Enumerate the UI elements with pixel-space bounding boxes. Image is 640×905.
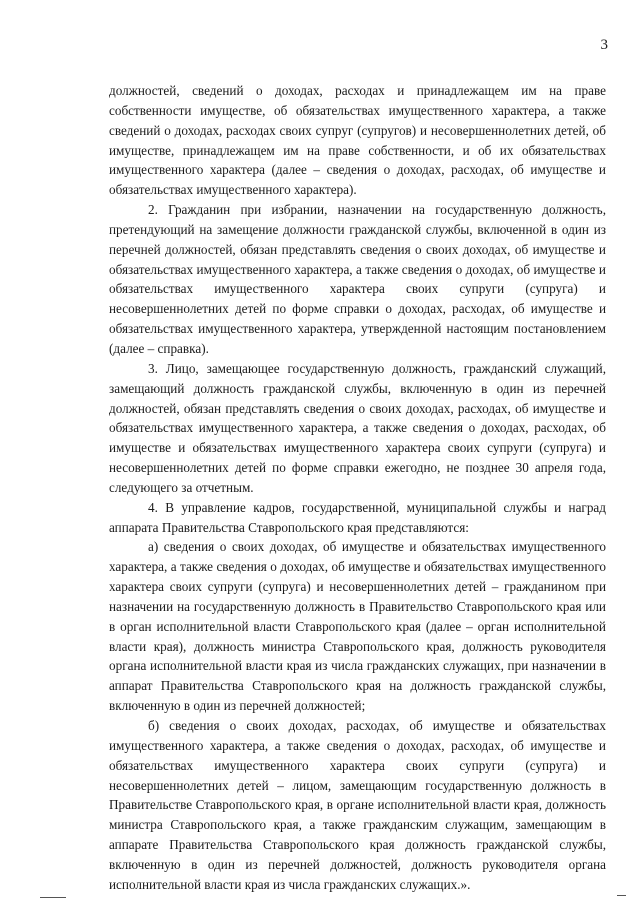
paragraph-item-4: 4. В управление кадров, государственной, муниципальной службы и наград аппарата Правительства Ставропольского края представляются: <box>109 499 606 535</box>
paragraph-item-2: 2. Гражданин при избрании, назначении на государственную должность, претендующий на замещение должности гражданской службы, включенной в один из перечней должностей, обязан представлять сведения о своих доходах, об имуществе и обязательствах имущественного характера, а также сведения о доходах, об имуществе и обязательствах имущественного характера своих супруги (супруга) и несовершеннолетних детей по форме справки о доходах, расходах, об имуществе и обязательствах имущественного характера, утвержденной настоящим постановлением (далее – справка). <box>109 202 606 356</box>
paragraph-subitem-a: а) сведения о своих доходах, об имуществе и обязательствах имущественного характера, а также сведения о доходах, об имуществе и обязательствах имущественного характера своих супруги (супруга) и несовершеннолетних детей – гражданином при назначении на государственную должность в Правительство Ставропольского края или в орган исполнительной власти Ставропольского края (далее – орган исполнительной власти края), должность министра Ставропольского края, должность руководителя органа исполнительной власти края из числа гражданских служащих, при назначении в аппарат Правительства Ставропольского края на должность гражданской службы, включенную в один из перечней должностей; <box>109 539 606 714</box>
paragraph-continuation: должностей, сведений о доходах, расходах и принадлежащем им на праве собственности имуществе, об обязательствах имущественного характера, а также сведений о доходах, расходах своих супруг (супругов) и несовершеннолетних детей, об имуществе, принадлежащем им на праве собственности, и об их обязательствах имущественного характера (далее – сведения о доходах, расходах, об имуществе и обязательствах имущественного характера). <box>109 83 606 198</box>
document-text <box>109 81 606 895</box>
page-number: 3 <box>600 37 608 53</box>
paragraph-subitem-b: б) сведения о своих доходах, расходах, об имуществе и обязательствах имущественного характера, а также сведения о доходах, расходах, об имуществе и обязательствах имущественного характера своих супруги (супруга) и несовершеннолетних детей – лицом, замещающим государственную должность в Правительстве Ставропольского края, в органе исполнительной власти края, должность министра Ставропольского края, а также гражданским служащим, замещающим в аппарате Правительства Ставропольского края должность гражданской службы, включенную в один из перечней должностей, должность руководителя органа исполнительной власти края из числа гражданских служащих.». <box>109 718 606 892</box>
scan-edge-mark <box>617 895 626 896</box>
paragraph-item-3: 3. Лицо, замещающее государственную должность, гражданский служащий, замещающий должность гражданской службы, включенную в один из перечней должностей, обязан представлять сведения о своих доходах, расходах, об имуществе и обязательствах имущественного характера, а также сведения о доходах, расходах, об имуществе и обязательствах имущественного характера своих супруги (супруга) и несовершеннолетних детей по форме справки ежегодно, не позднее 30 апреля года, следующего за отчетным. <box>109 360 606 495</box>
scan-edge-mark <box>40 897 66 898</box>
